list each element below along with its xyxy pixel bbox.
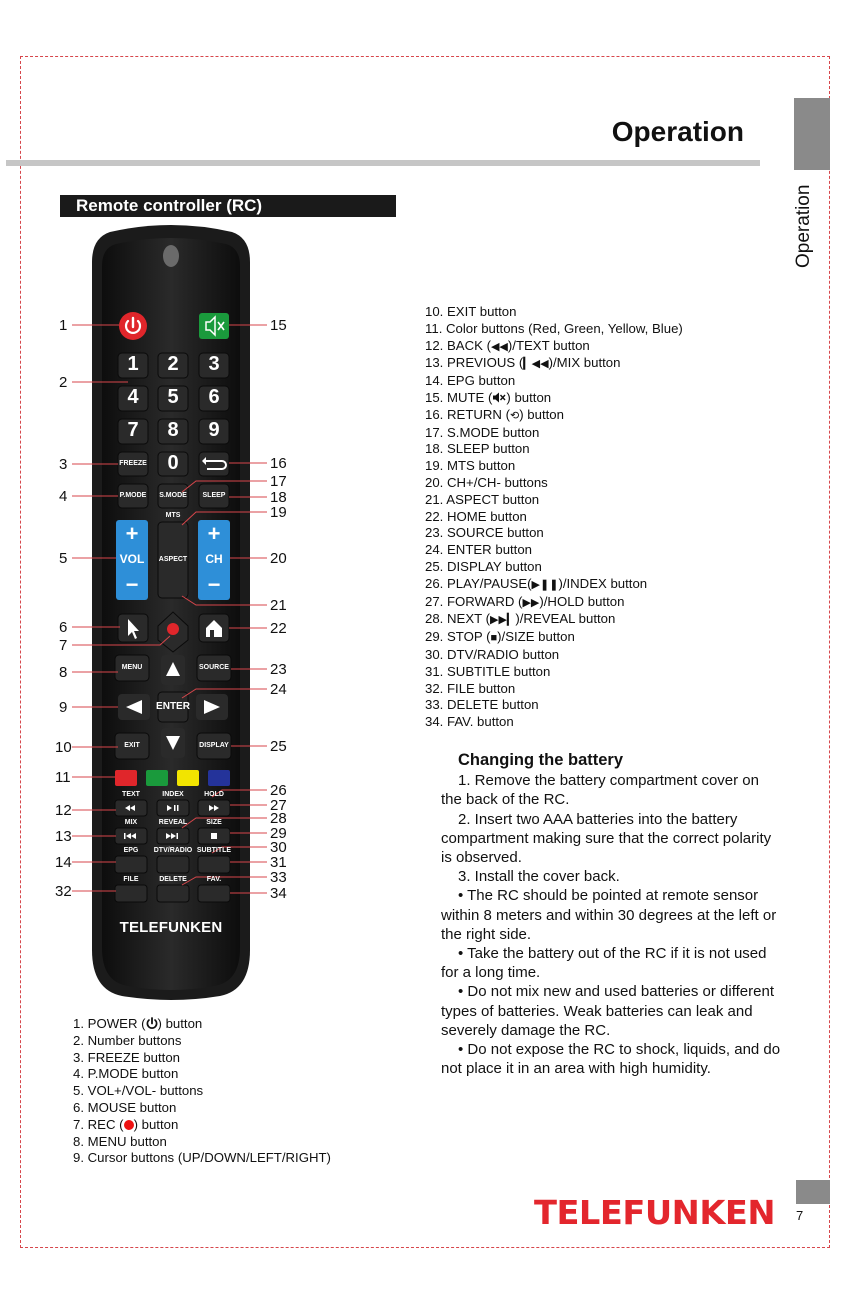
key-7: 7: [127, 419, 139, 441]
legend-item: 34. FAV. button: [425, 714, 514, 730]
label-delete: DELETE: [159, 876, 187, 883]
legend-item: 25. DISPLAY button: [425, 558, 542, 574]
legend-item: 14. EPG button: [425, 373, 516, 389]
legend-item: 17. S.MODE button: [425, 424, 540, 440]
key-mts: MTS: [165, 512, 181, 519]
legend-item: 2. Number buttons: [73, 1032, 182, 1048]
mute-icon: [492, 392, 506, 403]
callout-6: 6: [59, 619, 68, 636]
callout-12: 12: [55, 802, 72, 819]
key-smode: S.MODE: [159, 492, 187, 499]
label-index: INDEX: [162, 791, 184, 798]
remote-brand: TELEFUNKEN: [119, 919, 223, 936]
label-reveal: REVEAL: [158, 819, 188, 826]
callout-4: 4: [59, 488, 68, 505]
key-sleep: SLEEP: [202, 492, 226, 499]
key-freeze: FREEZE: [119, 460, 147, 467]
callout-23: 23: [270, 661, 287, 678]
callout-13: 13: [55, 828, 72, 845]
battery-paragraph: • Do not expose the RC to shock, liquids, and do not place it in an area with high humidity.: [441, 1041, 781, 1078]
battery-paragraph: • Take the battery out of the RC if it is not used for a long time.: [441, 945, 767, 982]
battery-paragraph: 1. Remove the battery compartment cover on the back of the RC.: [441, 772, 759, 809]
callout-19: 19: [270, 504, 287, 521]
battery-paragraph: 3. Install the cover back.: [458, 868, 620, 886]
stop-icon: ■: [490, 632, 498, 645]
key-9: 9: [208, 419, 220, 441]
legend-item: 19. MTS button: [425, 458, 516, 474]
previous-icon: ▎◀◀: [523, 358, 549, 371]
key-2: 2: [167, 353, 179, 375]
legend-list-left: [73, 1016, 331, 1167]
callout-9: 9: [59, 699, 68, 716]
label-hold: HOLD: [204, 791, 224, 798]
label-mix: MIX: [124, 819, 138, 826]
key-source: SOURCE: [199, 664, 229, 671]
key-pmode: P.MODE: [119, 492, 147, 499]
label-fav: FAV.: [206, 876, 222, 883]
key-4: 4: [127, 386, 139, 408]
callout-33: 33: [270, 869, 287, 886]
legend-item: 15. MUTE ( ) button: [425, 389, 552, 405]
callout-14: 14: [55, 854, 72, 871]
callout-24: 24: [270, 681, 287, 698]
key-5: 5: [167, 386, 179, 408]
callout-15: 15: [270, 317, 287, 334]
callout-31: 31: [270, 854, 287, 871]
label-dtv-radio: DTV/RADIO: [153, 847, 193, 854]
legend-item: 27. FORWARD (▶▶)/HOLD button: [425, 594, 683, 612]
legend-item: 16. RETURN (⟲) button: [425, 407, 683, 425]
callout-18: 18: [270, 489, 287, 506]
key-0: 0: [167, 452, 179, 474]
page-title: Operation: [611, 116, 744, 147]
legend-item: 11. Color buttons (Red, Green, Yellow, Blue): [425, 320, 683, 336]
legend-item: 29. STOP (■)/SIZE button: [425, 629, 683, 647]
label-text: TEXT: [122, 791, 140, 798]
legend-item: 10. EXIT button: [425, 304, 517, 319]
ir-window: [163, 245, 179, 267]
battery-section: [441, 751, 781, 1078]
key-enter: ENTER: [156, 701, 190, 712]
legend-item: 21. ASPECT button: [425, 491, 540, 507]
next-icon: ▶▶▎: [489, 614, 516, 627]
callout-29: 29: [270, 825, 287, 842]
legend-item: 32. FILE button: [425, 680, 516, 696]
legend-item: 12. BACK (◀◀)/TEXT button: [425, 338, 683, 356]
callout-2: 2: [59, 374, 68, 391]
rec-icon: [124, 1120, 134, 1130]
power-icon: [146, 1017, 158, 1030]
mute-button: [199, 313, 229, 339]
legend-list-right: [425, 304, 683, 731]
page-tab: [796, 1180, 830, 1204]
callout-8: 8: [59, 664, 68, 681]
vol-label: VOL: [119, 552, 145, 566]
side-label: Operation: [793, 184, 814, 268]
callout-10: 10: [55, 739, 72, 756]
callout-25: 25: [270, 738, 287, 755]
ch-plus-label: +: [207, 521, 221, 546]
green-button: [146, 770, 168, 786]
key-6: 6: [208, 386, 220, 408]
return-icon: ⟲: [510, 409, 520, 422]
key-exit: EXIT: [124, 742, 140, 749]
legend-item: 1. POWER ( ) button: [73, 1016, 203, 1031]
label-file: FILE: [123, 876, 139, 883]
ch-minus-label: −: [207, 572, 221, 597]
ch-label: CH: [205, 552, 223, 566]
callout-34: 34: [270, 885, 287, 902]
callout-17: 17: [270, 473, 287, 490]
callout-21: 21: [270, 597, 287, 614]
callout-26: 26: [270, 782, 287, 799]
red-button: [115, 770, 137, 786]
label-size: SIZE: [206, 819, 222, 826]
yellow-button: [177, 770, 199, 786]
callout-30: 30: [270, 839, 287, 856]
rec-dot: [167, 623, 179, 635]
legend-item: 23. SOURCE button: [425, 525, 544, 541]
callout-16: 16: [270, 455, 287, 472]
legend-item: 22. HOME button: [425, 508, 527, 524]
blue-button: [208, 770, 230, 786]
page-number: 7: [796, 1208, 804, 1223]
vol-minus-label: −: [125, 572, 139, 597]
key-menu: MENU: [121, 664, 143, 671]
callout-11: 11: [55, 769, 71, 786]
key-aspect: ASPECT: [158, 556, 188, 563]
legend-item: 4. P.MODE button: [73, 1066, 179, 1082]
callout-1: 1: [59, 317, 68, 334]
callout-20: 20: [270, 550, 287, 567]
legend-item: 24. ENTER button: [425, 542, 533, 558]
legend-item: 28. NEXT (▶▶▎)/REVEAL button: [425, 611, 683, 629]
legend-item: 9. Cursor buttons (UP/DOWN/LEFT/RIGHT): [73, 1150, 331, 1166]
callout-7: 7: [59, 637, 68, 654]
legend-item: 18. SLEEP button: [425, 441, 530, 457]
legend-item: 8. MENU button: [73, 1133, 167, 1149]
battery-heading: Changing the battery: [458, 751, 624, 769]
battery-paragraph: 2. Insert two AAA batteries into the battery compartment making sure that the correct polarity is observed.: [441, 810, 772, 867]
battery-paragraph: • Do not mix new and used batteries or different types of batteries. Weak batteries can leak and severely damage the RC.: [441, 983, 774, 1039]
legend-item: 13. PREVIOUS (▎◀◀)/MIX button: [425, 355, 683, 373]
legend-item: 5. VOL+/VOL- buttons: [73, 1083, 204, 1099]
callout-5: 5: [59, 550, 68, 567]
forward-icon: ▶▶: [522, 596, 540, 609]
key-3: 3: [208, 353, 220, 375]
brand-logo: TELEFUNKEN: [534, 1193, 776, 1232]
legend-item: 7. REC ( ) button: [73, 1116, 179, 1132]
legend-item: 20. CH+/CH- buttons: [425, 474, 548, 490]
key-display: DISPLAY: [199, 742, 229, 749]
legend-item: 26. PLAY/PAUSE(▶❚❚)/INDEX button: [425, 576, 683, 594]
play-pause-icon: ▶❚❚: [531, 578, 559, 591]
callout-32: 32: [55, 883, 72, 900]
legend-item: 33. DELETE button: [425, 697, 539, 713]
key-1: 1: [127, 353, 139, 375]
label-subtitle: SUBTITLE: [196, 847, 232, 854]
callout-27: 27: [270, 797, 287, 814]
legend-item: 3. FREEZE button: [73, 1049, 181, 1065]
label-epg: EPG: [123, 847, 139, 854]
key-8: 8: [167, 419, 179, 441]
vol-plus-label: +: [125, 521, 139, 546]
callout-3: 3: [59, 456, 68, 473]
section-heading: Remote controller (RC): [60, 195, 396, 217]
callout-22: 22: [270, 620, 287, 637]
back-icon: ◀◀: [490, 340, 508, 353]
legend-item: 31. SUBTITLE button: [425, 663, 551, 679]
legend-item: 30. DTV/RADIO button: [425, 646, 560, 662]
legend-item: 6. MOUSE button: [73, 1099, 177, 1115]
battery-paragraph: • The RC should be pointed at remote sensor within 8 meters and within 30 degrees at the left or the right side.: [441, 887, 777, 943]
callout-28: 28: [270, 810, 287, 827]
